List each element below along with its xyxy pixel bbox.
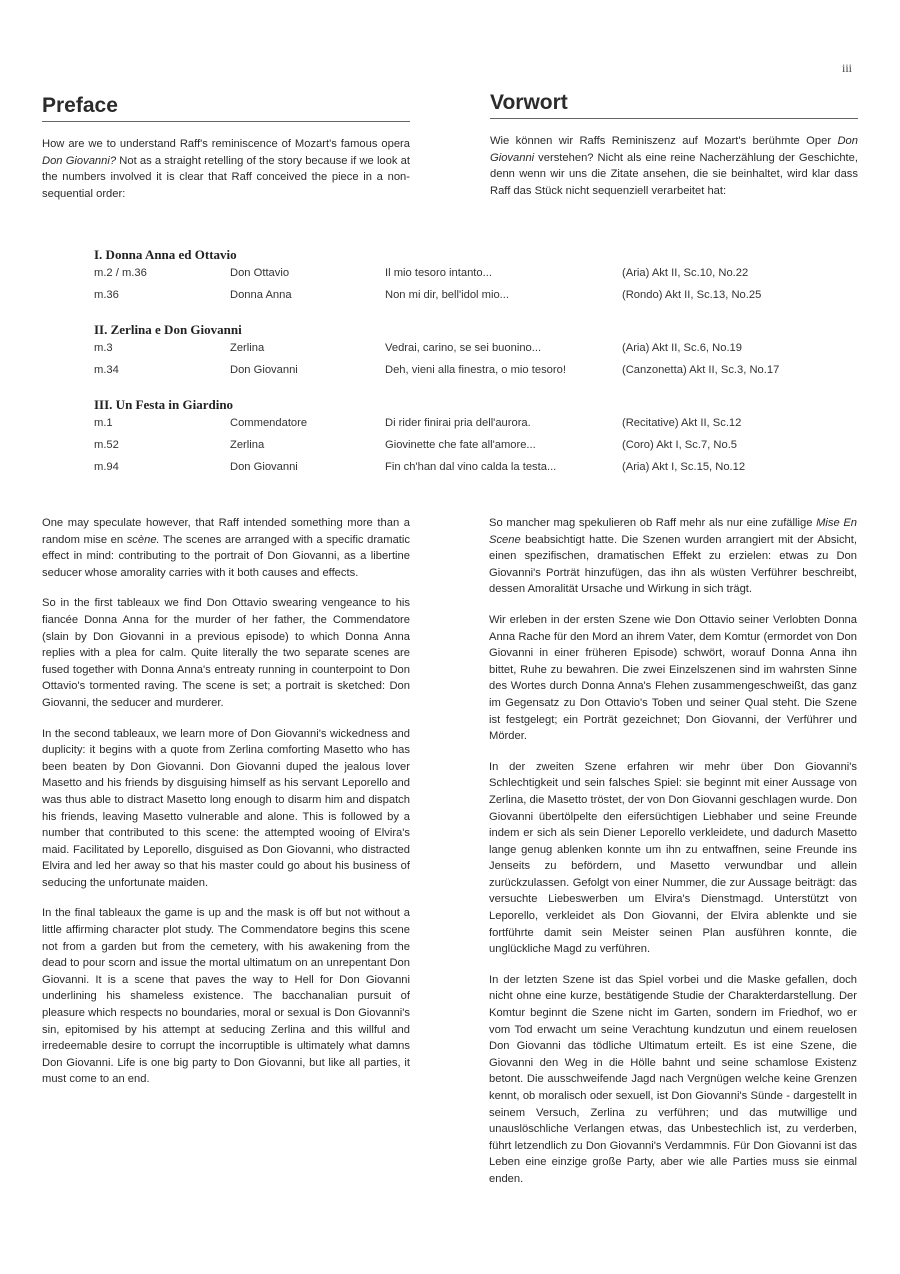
measure-cell: m.34 [94, 364, 119, 376]
english-paragraph-1: One may speculate however, that Raff intended something more than a random mise en scène. The scenes are arranged with a specific dramatic effect in mind: contributing to the portrait of Don Giovanni, as a libertine seducer whose amorality carries with it both causes and effects. [42, 517, 410, 579]
section-1 [94, 246, 814, 308]
section-title: III. Un Festa in Giardino [94, 397, 234, 412]
character-cell: Don Ottavio [230, 267, 290, 279]
text-cell: Vedrai, carino, se sei buonino... [385, 342, 542, 354]
text-cell: Fin ch'han dal vino calda la testa... [385, 461, 557, 473]
table-row [94, 286, 814, 308]
table-row [94, 414, 814, 436]
character-cell: Zerlina [230, 439, 265, 451]
character-cell: Don Giovanni [230, 364, 298, 376]
measure-cell: m.94 [94, 461, 119, 473]
character-cell: Donna Anna [230, 289, 292, 301]
english-paragraph-3: In the second tableaux, we learn more of Don Giovanni's wickedness and duplicity: it begins with a quote from Zerlina comforting Masetto who has been beaten by Don Giovanni. Don Giovanni duped the jealous lover Masetto and his friends by disguising himself as his servant Leporello and was thus able to distract Masetto long enough to disarm him and dispatch his friends, leaving Masetto vulnerable and alone. This is followed by a number that contributed to this scene: the attempted wooing of Elvira's maid. Facilitated by Leporello, disguised as Don Giovanni, who distracted Elvira and led her away so that his master could go about his business of seducing the unfortunate maiden. [42, 727, 410, 889]
table-row [94, 339, 814, 361]
english-body [42, 515, 410, 1102]
table-row [94, 264, 814, 286]
text-cell: Giovinette che fate all'amore... [385, 439, 536, 451]
measure-cell: m.2 / m.36 [94, 267, 147, 279]
reference-cell: (Recitative) Akt II, Sc.12 [622, 417, 742, 429]
german-intro-text: Wie können wir Raffs Reminiszenz auf Mozart's berühmte Oper Don Giovanni verstehen? Nicht als eine reine Nacherzählung der Geschichte, denn wenn wir uns die Zitate ansehen, die sie beinhaltet, wird klar dass Raff das Stück nicht sequenziell verarbeitet hat: [490, 135, 858, 197]
english-intro [42, 94, 410, 202]
english-paragraph-2: So in the first tableaux we find Don Ottavio swearing vengeance to his fiancée Donna Anna for the murder of her father, the Commendatore (slain by Don Giovanni in a previous episode) to which Donna Anna replies with a plea for calm. Quite literally the two separate scenes are fused together with Donna Anna's entreaty running in counterpoint to Don Ottavio's tormented raving. The scene is set; a portrait is sketched: Don Giovanni, the seducer and murderer. [42, 597, 410, 709]
quotation-table [94, 246, 814, 480]
german-paragraph-4: In der letzten Szene ist das Spiel vorbei und die Maske gefallen, doch nicht ohne eine kurze, bestätigende Studie der Charakterdarstellung. Der Komtur beginnt die Szene nicht im Garten, sondern im Friedhof, wo er vom Tod erwacht um seine Verachtung kundzutun und einem reuelosen Don Giovanni das tödliche Ultimatum erteilt. Es ist eine Szene, die Giovanni den Weg in die Hölle bahnt und seine schamlose Existenz betont. Die ausschweifende Jagd nach Vergnügen welche keine Grenzen kennt, ob moralisch oder sexuell, ist Don Giovanni's Sünde - dargestellt in seinem Versuch, Zerlina zu verführen; und das mutwillige und unauslöschliche Verlangen etwas, das Unbestechlich ist, zu verderben, führt letzendlich zu Don Giovanni's Verdammnis. Für Don Giovanni ist das Leben eine einzige große Party, aber wie alle Parties muss sie einmal enden. [489, 973, 857, 1185]
text-cell: Non mi dir, bell'idol mio... [385, 289, 510, 301]
character-cell: Zerlina [230, 342, 265, 354]
page-number: iii [842, 61, 853, 75]
german-intro [490, 91, 858, 199]
table-row [94, 361, 814, 383]
reference-cell: (Rondo) Akt II, Sc.13, No.25 [622, 289, 762, 301]
text-cell: Di rider finirai pria dell'aurora. [385, 417, 531, 429]
english-paragraph-4: In the final tableaux the game is up and the mask is off but not without a little affirming character plot study. The Commendatore begins this scene not from a garden but from the cemetery, with his awakening from the dead to pour scorn and issue the mortal ultimatum on an unrepentant Don Giovanni. It is a scene that paves the way to Hell for Don Giovanni underlining his shameless existence. The bacchanalian pursuit of pleasure which respects no boundaries, moral or sexual is Don Giovanni's sin, epitomised by his attempt at seducing Zerlina and this willful and irredeemable desire to corrupt the incorruptible is ultimately what damns Don Giovanni. Life is one big party to Don Giovanni, but like all parties, it must come to an end. [42, 907, 410, 1086]
measure-cell: m.52 [94, 439, 119, 451]
text-cell: Deh, vieni alla finestra, o mio tesoro! [385, 364, 566, 376]
section-title: I. Donna Anna ed Ottavio [94, 247, 237, 262]
german-body [489, 515, 857, 1202]
section-title: II. Zerlina e Don Giovanni [94, 322, 242, 337]
english-intro-text: How are we to understand Raff's reminiscence of Mozart's famous opera Don Giovanni? Not as a straight retelling of the story because if we look at the numbers involved it is clear that Raff conceived the piece in a non-sequential order: [42, 138, 410, 200]
section-2 [94, 321, 814, 383]
text-cell: Il mio tesoro intanto... [385, 267, 492, 279]
character-cell: Commendatore [230, 417, 308, 429]
german-paragraph-2: Wir erleben in der ersten Szene wie Don Ottavio seiner Verlobten Donna Anna Rache für den Mord an ihrem Vater, dem Komtur (ermordet von Don Giovanni in einer früheren Episode) schwört, worauf Donna Anna ihn bittet, Ruhe zu bewahren. Die zwei Einzelszenen sind im wahrsten Sinne des Wortes durch Donna Anna's Flehen zusammengeschweißt, das ganz im Gegensatz zu Don Ottavio's Toben und seiner Qual steht. Die Szene ist festgelegt; ein Porträt gezeichnet; Don Giovanni, der Verführer und Mörder. [489, 613, 857, 743]
english-heading: Preface [42, 94, 410, 122]
reference-cell: (Canzonetta) Akt II, Sc.3, No.17 [622, 364, 780, 376]
reference-cell: (Coro) Akt I, Sc.7, No.5 [622, 439, 738, 451]
measure-cell: m.1 [94, 417, 113, 429]
measure-cell: m.3 [94, 342, 113, 354]
character-cell: Don Giovanni [230, 461, 298, 473]
table-row [94, 436, 814, 458]
german-heading: Vorwort [490, 91, 858, 119]
reference-cell: (Aria) Akt I, Sc.15, No.12 [622, 461, 746, 473]
german-paragraph-3: In der zweiten Szene erfahren wir mehr über Don Giovanni's Schlechtigkeit und sein falsches Spiel: sie beginnt mit einer Aussage von Zerlina, die Masetto tröstet, der von Don Giovanni geschlagen wurde. Don Giovanni übertölpelte den eifersüchtigen Liebhaber und seine Freunde indem er sich als sein Diener Leporello verkleidete, und dadurch Masetto lange genug ablenken konnte um ihn zu entwaffnen, seine Freunde ins Jenseits zu befördern, und Masetto verwundbar und allein zurückzulassen. Gefolgt von einer Nummer, die zur Aussage beiträgt: das versuchte Liebeswerben um Elvira's Dienstmagd. Unterstützt von Leporello, verkleidet als Don Giovanni, der Elvira ablenkte und sie fortführte damit sein Meister seinen Plan ausführen konnte, die unglückliche Magd zu verführen. [489, 760, 857, 956]
measure-cell: m.36 [94, 289, 119, 301]
reference-cell: (Aria) Akt II, Sc.6, No.19 [622, 342, 742, 354]
german-paragraph-1: So mancher mag spekulieren ob Raff mehr als nur eine zufällige Mise En Scene beabsichtigt hatte. Die Szenen wurden arrangiert mit der Absicht, einen spezifischen, dramatischen Effekt zu erzielen: etwas zu Don Giovanni's Porträt hinzufügen, das ihn als wüsten Verführer beschreibt, dessen Amoralität Ursache und Wirkung in sich trägt. [489, 517, 857, 596]
table-row [94, 458, 814, 480]
reference-cell: (Aria) Akt II, Sc.10, No.22 [622, 267, 749, 279]
section-3 [94, 396, 814, 480]
